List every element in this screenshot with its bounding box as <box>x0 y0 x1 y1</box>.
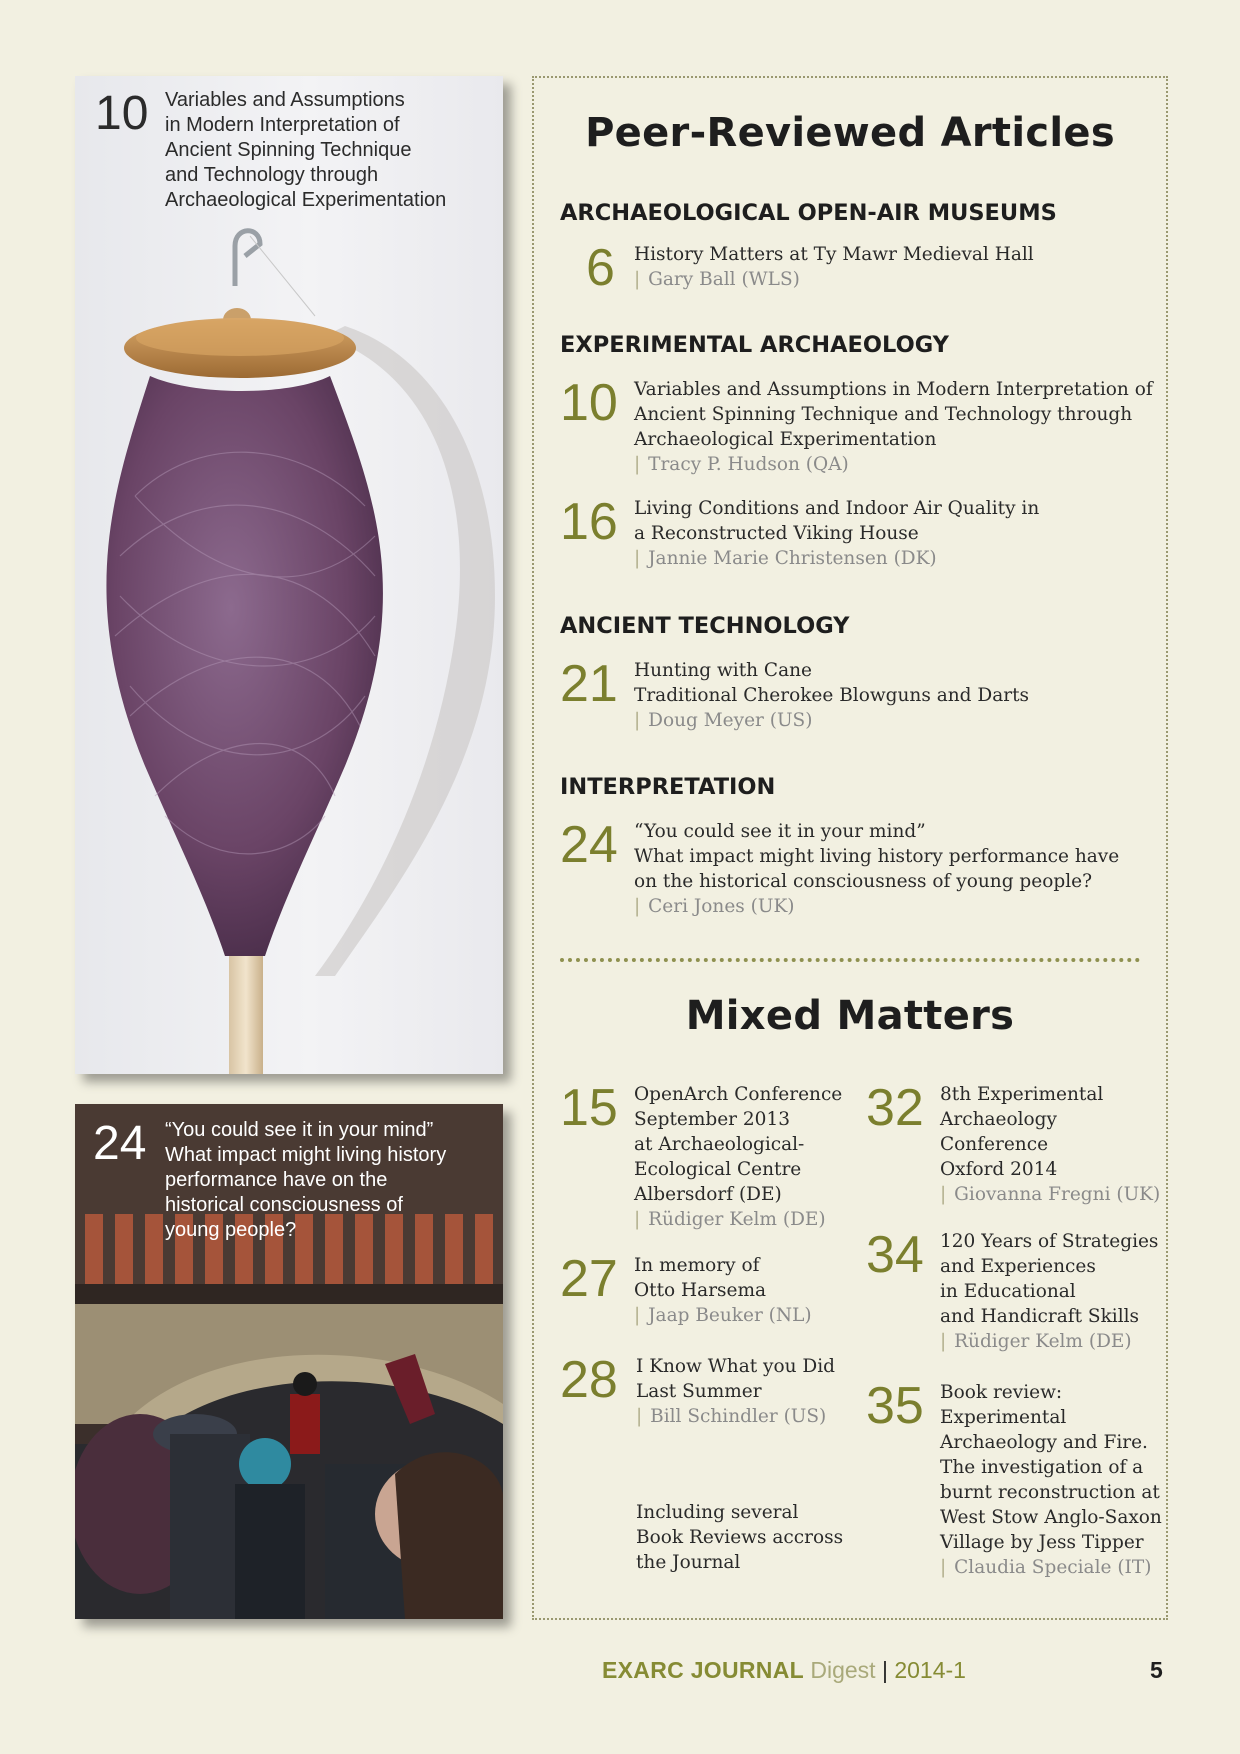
entry-title: In memory of Otto Harsema <box>634 1255 767 1301</box>
entry-author: Gary Ball (WLS) <box>648 269 800 290</box>
category-interpretation: INTERPRETATION <box>560 774 776 800</box>
entry-page-number: 35 <box>866 1377 924 1435</box>
entry-author: Ceri Jones (UK) <box>648 896 795 917</box>
entry-page-number: 21 <box>560 655 618 713</box>
journal-edition: Digest <box>810 1657 876 1683</box>
photo-caption-text: “You could see it in your mind” What impact might living history performance have on the historical consciousness of young people? <box>165 1119 447 1241</box>
entry-author: Tracy P. Hudson (QA) <box>648 454 849 475</box>
entry-title: “You could see it in your mind” What impact might living history performance have on the historical consciousness of young people? <box>634 821 1120 892</box>
spindle-illustration <box>75 76 503 1074</box>
peer-reviewed-heading: Peer-Reviewed Articles <box>585 110 1115 156</box>
book-reviews-note: Including several Book Reviews accross the Journal <box>636 1502 844 1573</box>
entry-author: Doug Meyer (US) <box>648 710 813 731</box>
entry-title: History Matters at Ty Mawr Medieval Hall <box>634 244 1034 265</box>
entry-page-number: 24 <box>560 816 618 874</box>
journal-brand <box>602 1657 966 1684</box>
entry-page-number: 6 <box>586 239 615 297</box>
entry-title: 120 Years of Strategies and Experiences in Educational and Handicraft Skills <box>940 1231 1159 1327</box>
entry-page-number: 15 <box>560 1079 618 1137</box>
entry-title: OpenArch Conference September 2013 at Archaeological- Ecological Centre Albersdorf (DE) <box>634 1084 843 1205</box>
entry-page-number: 28 <box>560 1351 618 1409</box>
mixed-matters-heading: Mixed Matters <box>685 993 1015 1039</box>
entry-author: Claudia Speciale (IT) <box>954 1557 1152 1578</box>
living-history-photo <box>75 1104 503 1619</box>
entry-title: 8th Experimental Archaeology Conference Oxford 2014 <box>940 1084 1104 1180</box>
spindle-photo <box>75 76 503 1074</box>
journal-issue: 2014-1 <box>894 1657 966 1683</box>
entry-title: Hunting with Cane Traditional Cherokee Blowguns and Darts <box>634 660 1030 706</box>
section-divider <box>560 958 1140 962</box>
entry-title: Variables and Assumptions in Modern Interpretation of Ancient Spinning Technique and Technology through Archaeological Experimentation <box>634 379 1153 450</box>
entry-page-number: 32 <box>866 1079 924 1137</box>
entry-author: Jannie Marie Christensen (DK) <box>648 548 937 569</box>
entry-author: Jaap Beuker (NL) <box>648 1305 812 1326</box>
category-ancient-technology: ANCIENT TECHNOLOGY <box>560 613 850 639</box>
entry-author: Bill Schindler (US) <box>650 1406 827 1427</box>
entry-page-number: 16 <box>560 493 618 551</box>
entry-page-number: 10 <box>560 374 618 432</box>
entry-title: I Know What you Did Last Summer <box>636 1356 836 1402</box>
photo-caption-page-number: 10 <box>95 87 149 140</box>
journal-name: EXARC JOURNAL <box>602 1657 804 1683</box>
entry-author: Giovanna Fregni (UK) <box>954 1184 1161 1205</box>
photo-caption-page-number: 24 <box>93 1117 147 1170</box>
entry-page-number: 27 <box>560 1250 618 1308</box>
entry-title: Living Conditions and Indoor Air Quality in a Reconstructed Viking House <box>634 498 1040 544</box>
entry-author: Rüdiger Kelm (DE) <box>954 1331 1132 1352</box>
category-experimental-archaeology: EXPERIMENTAL ARCHAEOLOGY <box>560 332 949 358</box>
entry-page-number: 34 <box>866 1226 924 1284</box>
entry-title: Book review: Experimental Archaeology and Fire. The investigation of a burnt reconstruction at West Stow Anglo-Saxon Village by Jess Tipper <box>940 1382 1162 1553</box>
table-of-contents: Peer-Reviewed Articles ARCHAEOLOGICAL OPEN-AIR MUSEUMS 6 History Matters at Ty Mawr Medieval Hall | Gary Ball (WLS) EXPERIMENTAL ARCHAEOLOGY 10 Variables and Assumptions in Modern Interpretation of Ancient Spinning Technique and Technology through Archaeological Experimentation | Tracy P. Hudson (QA) 16 Living Conditions and Indoor Air Quality in a Reconstructed Viking House | Jannie Marie Christensen (DK) ANCIENT TECHNOLOGY 21 Hunting with Cane Traditional Cherokee Blowguns and Darts | Doug Meyer (US) INTERPRETATION 24 “You could see it in your mind” What impact might living history performance have on the historical consciousness of young people? | Ceri Jones (UK) Mixed Matters 15 OpenArch Conference September 2013 at Archaeological- Ecological Centre Albersdorf (DE) | Rüdiger Kelm (DE) 27 In memory of Otto Harsema | Jaap Beuker (NL) 28 I Know What you Did Last Summer | Bill Schindler (US) Including several Book Reviews accross the Journal 32 8th Experimental Archaeology Conference Oxford 2014 | Giovanna Fregni (UK) 34 120 Years of Strategies and Experiences in Educational and Handicraft Skills | Rüdiger Kelm (DE) 35 Book review: Experimental Archaeology and Fire. The investigation of a burnt reconstruction at West Stow Anglo-Saxon Village by Jess Tipper | Claudia Speciale (IT) <box>532 76 1168 1620</box>
page-number: 5 <box>1150 1657 1163 1683</box>
footer-separator: | <box>881 1657 888 1683</box>
photo-caption-text: Variables and Assumptions in Modern Interpretation of Ancient Spinning Technique and Technology through Archaeological Experimentation <box>165 89 447 211</box>
entry-author: Rüdiger Kelm (DE) <box>648 1209 826 1230</box>
category-open-air-museums: ARCHAEOLOGICAL OPEN-AIR MUSEUMS <box>560 200 1057 226</box>
